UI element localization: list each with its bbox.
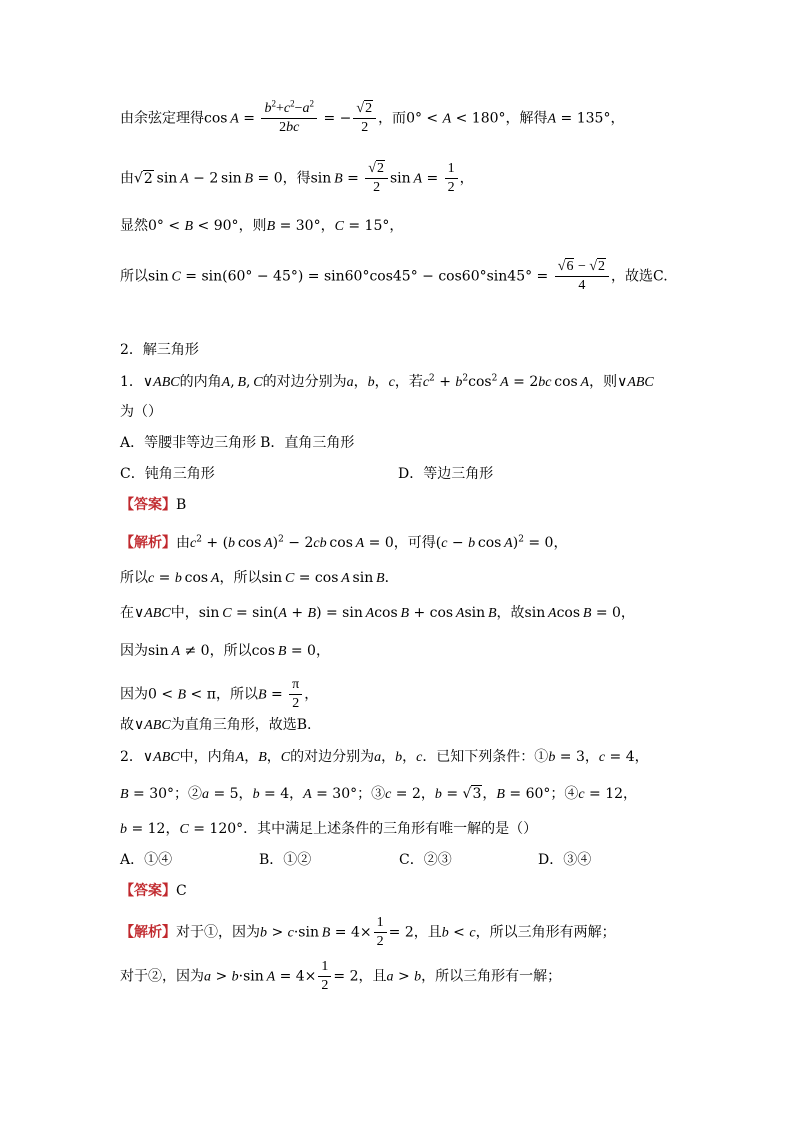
option-c: C．钝角三角形: [120, 466, 215, 482]
fraction: $\frac{1}{2}$: [374, 914, 387, 951]
option-b: B．①②: [259, 852, 312, 868]
answer-label: 【答案】: [120, 883, 176, 899]
option-b: B．直角三角形: [260, 435, 355, 451]
solution-line-cosine-rule: 由余弦定理得cos A = $\frac{b^2+c^2-a^2}{2bc}$ = − $\frac{√2}{2}$ ，而0° < A < 180°，解得A = 135°，: [120, 98, 625, 135]
fraction: $\frac{√6 - √2}{4}$: [555, 258, 609, 295]
solution-line-angles: 显然0° < B < 90°，则B = 30°，C = 15°，: [120, 218, 404, 234]
question-1-analysis-4: 因为sin A ≠ 0，所以cos B = 0，: [120, 643, 330, 659]
question-2-stem: 2．∨ABC中，内角A，B，C的对边分别为a，b，c．已知下列条件：①b = 3，c = 4，: [120, 749, 649, 765]
question-2-analysis-1: 【解析】对于①，因为b > c·sin B = 4× $\frac{1}{2}$ = 2，且b < c，所以三角形有两解；: [120, 915, 616, 949]
fraction: $\frac{b^2+c^2-a^2}{2bc}$: [261, 100, 317, 137]
fraction: $\frac{1}{2}$: [445, 160, 458, 197]
question-2-analysis-2: 对于②，因为a > b·sin A = 4× $\frac{1}{2}$ = 2，且a > b，所以三角形有一解；: [120, 959, 562, 993]
fraction: $\frac{\pi}{2}$: [289, 676, 302, 713]
question-1-answer: [120, 495, 680, 515]
analysis-label: 【解析】: [120, 535, 176, 551]
text: 由余弦定理得: [120, 110, 204, 127]
option-a: A．①④: [120, 852, 173, 868]
question-2-stem-cont1: B = 30°；②a = 5，b = 4，A = 30°；③c = 2，b = √3，B = 60°；④c = 12，: [120, 786, 638, 802]
question-1-stem: 1．∨ABC的内角A, B, C的对边分别为a，b，c，若$c^2 + b^2\cos^2$ A = 2bc cos A，则∨ABC: [120, 373, 654, 390]
question-2-stem-cont2: b = 12，C = 120°．其中满足上述条件的三角形有唯一解的是（）: [120, 821, 538, 837]
option-c: C．②③: [399, 852, 452, 868]
section-title: 2．解三角形: [120, 342, 199, 358]
answer-value: B: [176, 497, 187, 513]
solution-line-sine: 由√2 sin A − 2 sin B = 0，得sin B = $\frac{√2}{2}$ sin A = $\frac{1}{2}$ ，: [120, 161, 474, 195]
question-1-analysis-3: 在∨ABC中，sin C = sin(A + B) = sin Acos B + cos Asin B，故sin Acos B = 0，: [120, 605, 635, 621]
question-1-stem-cont: 为（）: [120, 404, 162, 420]
question-1-analysis-2: 所以c = b cos A，所以sin C = cos A sin B．: [120, 570, 399, 586]
fraction: $\frac{√2}{2}$: [353, 100, 376, 137]
fraction: $\frac{1}{2}$: [318, 958, 331, 995]
option-a: A．等腰非等边三角形: [120, 435, 257, 451]
option-d: D．③④: [538, 852, 592, 868]
analysis-label: 【解析】: [120, 924, 176, 941]
question-1-analysis-6: 故∨ABC为直角三角形，故选B.: [120, 717, 312, 733]
question-1-analysis-1: 【解析】由$c^2 + (b$ cos A)$^2$ − 2cb cos A = 0，可得(c − b cos A)$^2$ = 0，: [120, 534, 568, 551]
solution-line-sinC: 所以sin C = sin(60° − 45°) = sin60°cos45° − cos60°sin45° = $\frac{√6 - √2}{4}$ ，故选C.: [120, 259, 668, 293]
question-1-analysis-5: 因为0 < B < π，所以B = $\frac{\pi}{2}$ ，: [120, 677, 319, 711]
question-1-options-row2: [120, 464, 680, 484]
option-d: D．等边三角形: [398, 466, 494, 482]
answer-label: 【答案】: [120, 497, 176, 513]
answer-value: C: [176, 883, 187, 899]
question-1-options-row1: [120, 433, 680, 453]
fraction: $\frac{√2}{2}$: [365, 160, 388, 197]
question-2-answer: [120, 881, 680, 901]
